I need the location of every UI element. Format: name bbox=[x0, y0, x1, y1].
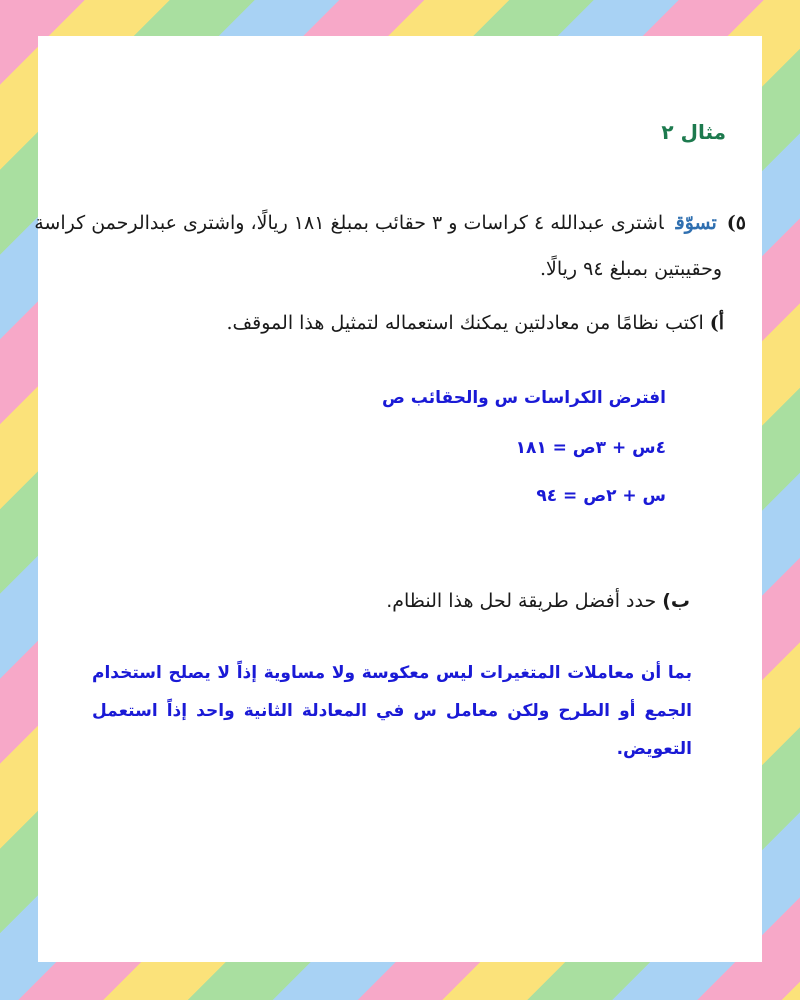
example-title: مثال ٢ bbox=[661, 120, 726, 144]
part-b-text: حدد أفضل طريقة لحل هذا النظام. bbox=[386, 590, 657, 612]
problem-statement-line1 bbox=[34, 212, 746, 234]
problem-text-line2: وحقيبتين بمبلغ ٩٤ ريالًا. bbox=[539, 258, 722, 280]
part-b-letter: ب) bbox=[662, 590, 690, 612]
problem-text-line1: اشترى عبدالله ٤ كراسات و ٣ حقائب بمبلغ ١٨١ ريالًا، واشترى عبدالرحمن كراسة bbox=[34, 212, 664, 234]
part-b-answer: بما أن معاملات المتغيرات ليس معكوسة ولا مساوية إذاً لا يصلح استخدام الجمع أو الطرح ولكن معامل س في المعادلة الثانية واحد إذاً استعمل التعويض. bbox=[92, 663, 692, 759]
problem-topic: تسوّق bbox=[675, 212, 717, 234]
part-b-question bbox=[386, 590, 690, 612]
assumption-answer: افترض الكراسات س والحقائب ص bbox=[381, 388, 666, 408]
equation-1: ٤س + ٣ص = ١٨١ bbox=[515, 438, 666, 458]
problem-number: ٥) bbox=[726, 212, 746, 234]
part-a-question bbox=[226, 312, 724, 334]
equation-2: س + ٢ص = ٩٤ bbox=[536, 486, 666, 506]
part-a-letter: أ) bbox=[709, 312, 724, 334]
worksheet-card bbox=[34, 36, 762, 962]
part-a-text: اكتب نظامًا من معادلتين يمكنك استعماله لتمثيل هذا الموقف. bbox=[226, 312, 704, 334]
